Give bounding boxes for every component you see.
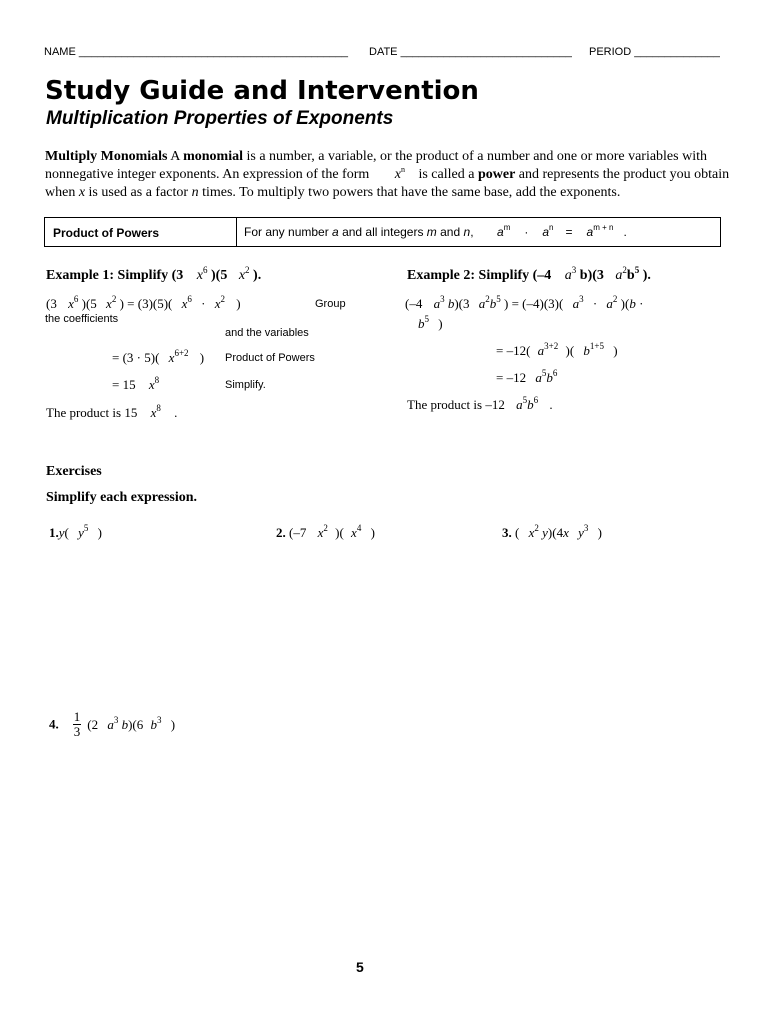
var: b (150, 716, 158, 732)
example2-title (407, 265, 651, 284)
intro-text: is used as a factor (85, 185, 192, 200)
exercises-heading: Exercises (46, 464, 102, 479)
text: = (3 · 5)( (112, 350, 163, 365)
page-title: Study Guide and Intervention (45, 76, 479, 106)
text: (2 (87, 716, 102, 732)
var: b (527, 397, 534, 412)
exp: 2 (485, 294, 490, 304)
text: and all integers (338, 225, 427, 239)
var: a (564, 268, 572, 283)
header-date-field: DATE ____________________________ (369, 46, 572, 58)
exp: 3 (579, 294, 584, 304)
text: ) = (3)(5)( (116, 296, 176, 311)
exercise-4 (49, 710, 175, 739)
text: (3 (46, 296, 61, 311)
exercise-number: 4. (49, 716, 59, 732)
intro-line-2 (45, 167, 729, 183)
var: b (444, 296, 455, 311)
var: a (433, 296, 441, 311)
var: a (516, 397, 523, 412)
exp: 5 (522, 395, 528, 405)
exp: 3 (583, 523, 589, 533)
var: y (538, 525, 548, 540)
var: y (574, 525, 584, 540)
var: x (214, 296, 221, 311)
exp: 2 (622, 265, 627, 275)
var: b (118, 716, 129, 732)
exp: 6 (73, 294, 79, 304)
text: ) = (–4)(3)( (500, 296, 567, 311)
exp: 5 (634, 265, 640, 275)
var: n (191, 185, 199, 200)
exp: m + n (593, 223, 614, 232)
var: a (497, 225, 504, 239)
example1-note-product-of-powers: Product of Powers (225, 352, 315, 364)
var: x (394, 167, 401, 182)
text: )( (331, 525, 348, 540)
var: x (148, 377, 155, 392)
exercise-number: 2. (276, 525, 286, 540)
intro-text: when (45, 185, 79, 200)
intro-line-1 (45, 149, 707, 165)
var: a (572, 296, 580, 311)
example1-step3 (112, 377, 159, 393)
var: x (238, 268, 246, 283)
var: a (537, 343, 545, 358)
var: b (629, 296, 636, 311)
var: a (535, 370, 542, 385)
text: ) (435, 316, 443, 331)
var: y (58, 525, 65, 540)
text: ( (511, 525, 523, 540)
intro-text: nonnegative integer exponents. An expression of the form (45, 167, 373, 182)
text: ). (249, 268, 262, 283)
exp: 3 (571, 265, 577, 275)
exp: 2 (245, 265, 250, 275)
text: The product is 15 (46, 405, 141, 420)
page-subtitle: Multiplication Properties of Exponents (46, 108, 394, 129)
var: x (196, 268, 203, 283)
var: x (181, 296, 188, 311)
exp: n (400, 165, 405, 174)
example1-step2 (112, 350, 204, 366)
text: ( (64, 525, 73, 540)
var: b (546, 370, 553, 385)
exercise-1 (49, 525, 102, 541)
exercise-3 (502, 525, 602, 541)
header-name-field: NAME ____________________________________________ (44, 46, 349, 58)
op: = (565, 225, 573, 239)
text: ) (196, 350, 205, 365)
var: x (563, 525, 569, 540)
intro-text: is called a (414, 167, 478, 182)
exp: 6 (187, 294, 192, 304)
intro-text: times. To multiply two powers that have the same base, add the exponents. (198, 185, 621, 200)
var: b (626, 268, 635, 283)
var: x (150, 405, 157, 420)
example2-step1 (405, 296, 643, 312)
var: a (107, 716, 114, 732)
exp: 3+2 (544, 341, 559, 351)
exp: 6 (203, 265, 208, 275)
op: . (623, 225, 627, 239)
text: )(5 (207, 268, 231, 283)
example1-note-simplify: Simplify. (225, 379, 266, 391)
intro-heading: Multiply Monomials (45, 149, 168, 164)
fraction-numerator: 1 (73, 709, 81, 724)
example2-result (407, 397, 553, 413)
text: ) (167, 716, 176, 732)
var: n (463, 225, 471, 239)
property-label: Product of Powers (53, 226, 160, 240)
fraction-denominator: 3 (73, 724, 81, 739)
example1-note-coefficients: the coefficients (45, 313, 119, 325)
var: a (332, 225, 339, 239)
text: ) (610, 343, 618, 358)
exercise-number: 3. (502, 525, 512, 540)
exercise-2 (276, 525, 375, 541)
exp: 5 (83, 523, 89, 533)
text: . (170, 405, 178, 420)
exp: m (503, 223, 511, 232)
op: · (197, 296, 209, 311)
text: ) (594, 525, 602, 540)
op: · (635, 296, 644, 311)
var: y (78, 525, 84, 540)
text: Example 1: Simplify (3 (46, 268, 187, 283)
exp: 2 (534, 523, 539, 533)
var: a (586, 225, 594, 239)
text: , (470, 225, 474, 239)
var: b (489, 296, 497, 311)
var: m (426, 225, 437, 239)
var: a (478, 296, 486, 311)
var: b (576, 268, 588, 283)
text: For any number (244, 225, 333, 239)
example2-step2 (496, 343, 618, 359)
text: = –12( (496, 343, 534, 358)
example2-step1-cont (418, 316, 443, 332)
op: · (524, 225, 529, 239)
header-period-field: PERIOD ______________ (589, 46, 720, 58)
var: x (106, 296, 112, 311)
exp: 1+5 (589, 341, 604, 351)
text: )(4 (547, 525, 564, 540)
text: )(3 (587, 268, 608, 283)
exp: 5 (496, 294, 501, 304)
text: ). (639, 268, 651, 283)
exp: 5 (424, 314, 429, 324)
exp: 2 (323, 523, 328, 533)
op: · (589, 296, 601, 311)
property-divider (236, 218, 237, 246)
exp: 3 (113, 714, 119, 725)
term-monomial: monomial (183, 149, 243, 164)
text: = –12 (496, 370, 530, 385)
var: b (583, 343, 590, 358)
var: x (78, 185, 86, 200)
exp: 6+2 (174, 348, 189, 358)
example1-result (46, 405, 177, 421)
exp: 3 (440, 294, 445, 304)
exp: 2 (111, 294, 117, 304)
page-number: 5 (356, 959, 364, 975)
example1-title (46, 265, 262, 284)
intro-line-3 (45, 185, 620, 201)
exp: 5 (541, 368, 547, 378)
exercise-number: 1. (49, 525, 59, 540)
intro-text: and represents the product you obtain (515, 167, 730, 182)
var: x (351, 525, 357, 540)
text: The product is –12 (407, 397, 509, 412)
example1-note-group: Group (315, 298, 346, 310)
text: . (546, 397, 553, 412)
exp: 2 (612, 294, 618, 304)
property-formula (497, 225, 627, 239)
var: a (542, 225, 550, 239)
exp: 8 (154, 375, 160, 385)
exp: 6 (552, 368, 558, 378)
exp: n (549, 223, 554, 232)
var: b (418, 316, 425, 331)
text: )(3 (454, 296, 473, 311)
text: ) (233, 296, 241, 311)
exp: 4 (356, 523, 362, 533)
exp: 3 (157, 714, 162, 725)
example1-step1 (46, 296, 241, 312)
text: and (436, 225, 464, 239)
text: ) (367, 525, 375, 540)
var: x (528, 525, 535, 540)
exp: 6 (533, 395, 539, 405)
text: Example 2: Simplify (–4 (407, 268, 555, 283)
text: (–4 (405, 296, 426, 311)
text: = 15 (112, 377, 139, 392)
exp: 2 (220, 294, 226, 304)
var: a (615, 268, 623, 283)
var: x (317, 525, 324, 540)
text: (–7 (285, 525, 310, 540)
fraction-one-third (73, 710, 82, 739)
term-power: power (477, 167, 516, 182)
var: x (168, 350, 175, 365)
example1-note-variables: and the variables (225, 327, 309, 339)
intro-text: is a number, a variable, or the product of a number and one or more variables with (242, 149, 707, 164)
intro-text: A (167, 149, 184, 164)
example2-step3 (496, 370, 557, 386)
text: )( (617, 296, 630, 311)
exercises-instruction: Simplify each expression. (46, 490, 198, 505)
text: )(6 (128, 716, 147, 732)
text: ) (94, 525, 102, 540)
var: a (606, 296, 613, 311)
property-statement (244, 225, 474, 239)
var: x (68, 296, 74, 311)
text: )(5 (78, 296, 101, 311)
text: )( (562, 343, 578, 358)
property-box (44, 217, 721, 247)
exp: 8 (156, 403, 161, 413)
